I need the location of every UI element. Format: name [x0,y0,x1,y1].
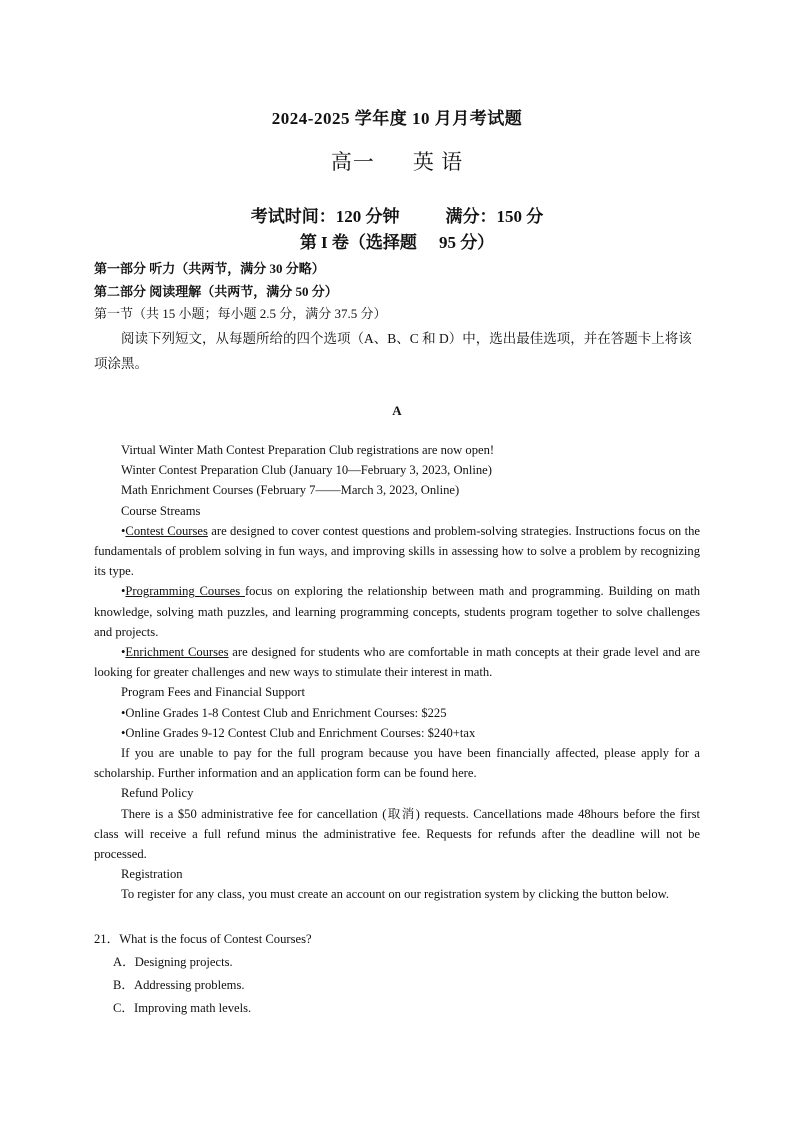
bullet: • [121,584,126,599]
enrichment-courses-term: Enrichment Courses [125,645,229,660]
volume-heading [0,228,794,253]
passage-body [94,440,700,905]
grade-label: 高一 [330,150,375,174]
refund-paragraph: There is a $50 administrative fee for cancellation (取消) requests. Cancellations made 48hours before the first class will receive a full refund minus the administrative fee. Requests for refunds after the deadline will not be processed. [94,806,700,862]
question-21-option-c: C．Improving math levels. [113,1001,252,1015]
passage-line: Math Enrichment Courses (February 7——March 3, 2023, Online) [121,483,460,498]
exam-time: 考试时间：120 分钟 [250,207,400,226]
fees-heading: Program Fees and Financial Support [121,685,305,700]
bullet: • [121,523,126,538]
subject-label: 英 语 [412,150,464,174]
programming-courses-text: focus on exploring the relationship between math and programming. Building on math knowledge, solving math puzzles, and learning programming concepts, students program together to solve challenges and projects. [94,584,700,639]
volume-right: 95 分） [438,233,495,252]
passage-line: Winter Contest Preparation Club (January 10—February 3, 2023, Online) [121,463,492,478]
grade-subject [0,146,794,176]
course-streams-heading: Course Streams [121,503,201,518]
exam-score: 满分：150 分 [445,207,544,226]
contest-courses-term: Contest Courses [125,523,208,538]
registration-paragraph: To register for any class, you must create an account on our registration system by clicking the button below. [121,887,670,902]
passage-letter: A [392,403,402,418]
fee-item: •Online Grades 9-12 Contest Club and Enrichment Courses: $240+tax [121,725,476,740]
question-21-option-a: A．Designing projects. [113,955,233,969]
registration-heading: Registration [121,867,183,882]
programming-courses-paragraph [94,581,700,642]
enrichment-courses-paragraph [94,642,700,682]
passage-line: Virtual Winter Math Contest Preparation Club registrations are now open! [121,443,495,457]
volume-left: 第 I 卷（选择题 [299,233,417,252]
refund-heading: Refund Policy [121,786,194,801]
programming-courses-term: Programming Courses [125,584,245,599]
exam-title: 2024-2025 学年度 10 月月考试题 [271,109,523,128]
scholarship-paragraph: If you are unable to pay for the full program because you have been financially affected, please apply for a scholarship. Further information and an application form can be found here. [94,746,700,781]
part1-heading: 第一部分 听力（共两节，满分 30 分略） [94,261,325,276]
fee-item: •Online Grades 1-8 Contest Club and Enrichment Courses: $225 [121,705,447,720]
contest-courses-paragraph [94,521,700,582]
exam-info [0,202,794,227]
instructions: 阅读下列短文，从每题所给的四个选项（A、B、C 和 D）中，选出最佳选项，并在答题卡上将该项涂黑。 [94,331,692,371]
question-21-option-b: B．Addressing problems. [113,978,245,992]
section1-heading: 第一节（共 15 小题；每小题 2.5 分，满分 37.5 分） [94,306,387,321]
contest-courses-text: are designed to cover contest questions and problem-solving strategies. Instructions focus on the fundamentals of problem solving in fun ways, and improving skills in assessing how to solve a problem by recognizing its type. [94,523,700,579]
enrichment-courses-text: are designed for students who are comfortable in math concepts at their grade level and are looking for greater challenges and new ways to stimulate their interest in math. [94,645,700,680]
part2-heading: 第二部分 阅读理解（共两节，满分 50 分） [94,284,338,299]
bullet: • [121,645,126,660]
question-21-stem: 21．What is the focus of Contest Courses? [94,932,312,946]
